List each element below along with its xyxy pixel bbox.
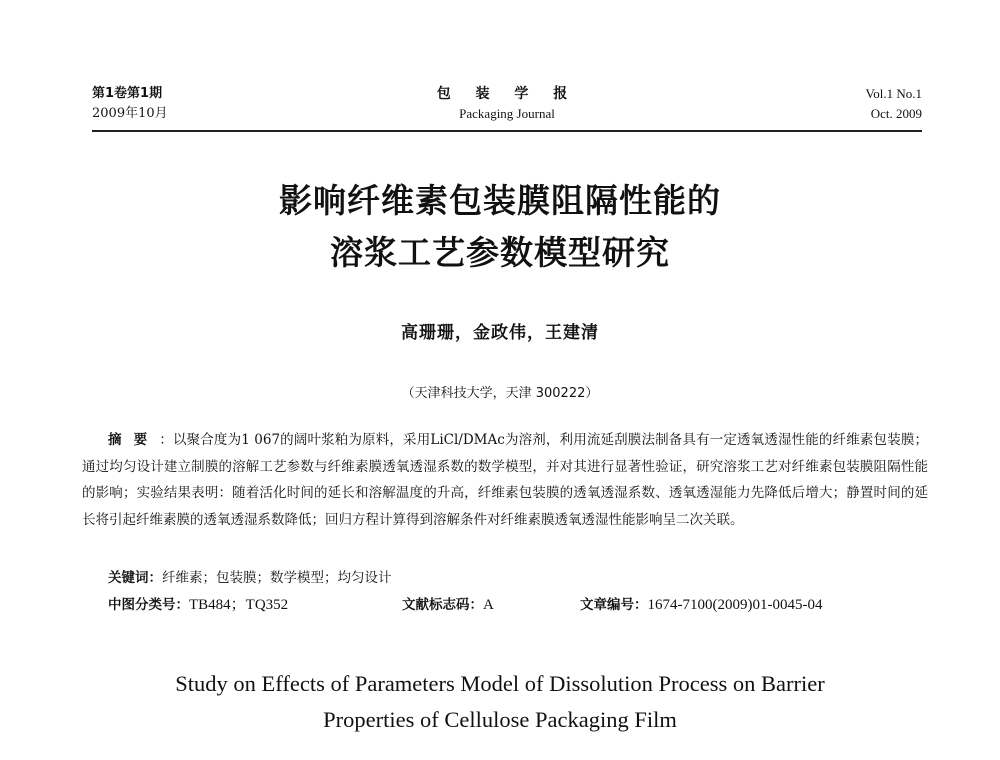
- article-number: [580, 592, 822, 618]
- keywords: [108, 565, 392, 591]
- header-journal-cn: 包 装 学 报: [436, 86, 578, 102]
- paper-title-line1: 影响纤维素包装膜阻隔性能的: [279, 181, 721, 220]
- paper-title-line2: 溶浆工艺参数模型研究: [330, 233, 670, 272]
- author-affiliation: （天津科技大学，天津 300222）: [401, 386, 599, 401]
- keywords-text: 纤维素；包装膜；数学模型；均匀设计: [162, 570, 392, 586]
- abstract: [82, 427, 928, 533]
- doc-code-label: 文献标志码：: [402, 597, 483, 613]
- journal-header: [92, 84, 922, 132]
- classification-row: [108, 592, 928, 618]
- english-title: [0, 666, 1000, 738]
- header-journal-name: [92, 84, 922, 124]
- clc-label: 中图分类号：: [108, 597, 189, 613]
- english-title-line1: Study on Effects of Parameters Model of Dissolution Process on Barrier: [175, 671, 825, 696]
- header-volume-en: [866, 84, 922, 124]
- document-code: [402, 592, 494, 618]
- abstract-text: 以聚合度为1 067的阔叶浆粕为原料，采用LiCl/DMAc为溶剂，利用流延刮膜法制备具有一定透氧透湿性能的纤维素包装膜；通过均匀设计建立制膜的溶解工艺参数与纤维素膜透氧透湿系数的数学模型，并对其进行显著性验证，研究溶浆工艺对纤维素包装膜阻隔性能的影响；实验结果表明：随着活化时间的延长和溶解温度的升高，纤维素包装膜的透氧透湿系数、透氧透湿能力先降低后增大；静置时间的延长将引起纤维素膜的透氧透湿系数降低；回归方程计算得到溶解条件对纤维素膜透氧透湿性能影响呈二次关联。: [82, 432, 928, 528]
- abstract-label: 摘要: [108, 432, 160, 448]
- keywords-label: 关键词：: [108, 570, 162, 586]
- author-list: 高珊珊，金政伟，王建清: [401, 323, 599, 343]
- article-number-value: 1674-7100(2009)01-0045-04: [647, 597, 823, 613]
- header-date-en: Oct. 2009: [870, 106, 922, 121]
- doc-code-value: A: [483, 597, 494, 613]
- header-journal-en: Packaging Journal: [459, 106, 555, 121]
- clc-number: [108, 592, 288, 618]
- header-volume-cn: 第1卷第1期: [92, 86, 163, 101]
- article-number-label: 文章编号：: [580, 597, 648, 613]
- header-date-cn: 2009年10月: [92, 106, 168, 121]
- paper-title: [0, 175, 1000, 279]
- header-vol-no: Vol.1 No.1: [865, 86, 922, 101]
- abstract-colon: ：: [159, 432, 173, 448]
- clc-value: TB484；TQ352: [189, 597, 289, 613]
- english-title-line2: Properties of Cellulose Packaging Film: [323, 707, 677, 732]
